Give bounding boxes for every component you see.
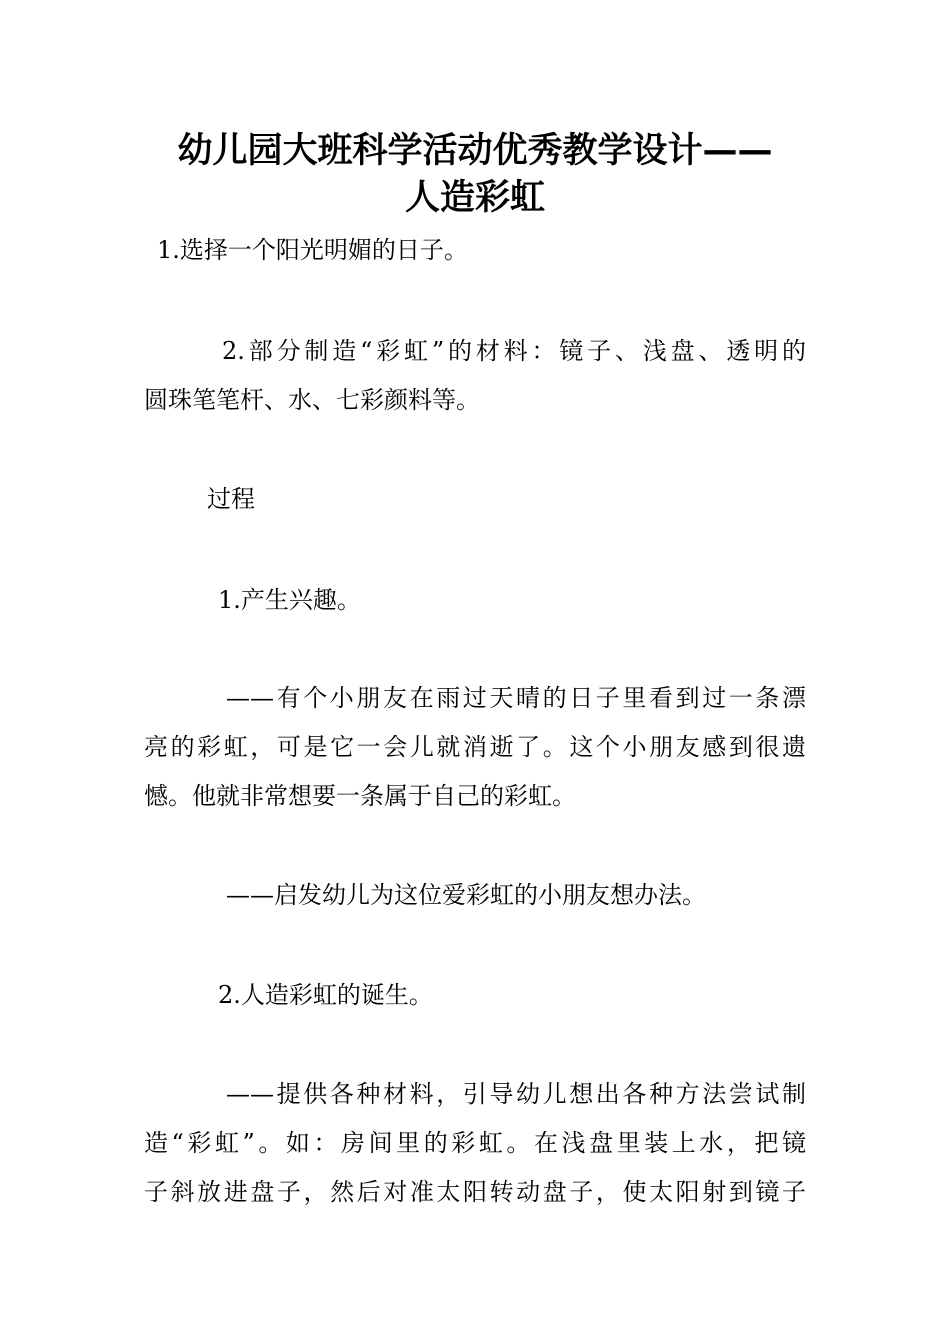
paragraph-4-line-1: 1.产生兴趣。 xyxy=(218,586,361,614)
paragraph-6-line-1: ——启发幼儿为这位爱彩虹的小朋友想办法。 xyxy=(226,881,706,909)
paragraph-1-line-1: 1.选择一个阳光明媚的日子。 xyxy=(157,236,468,264)
section-heading-process: 过程 xyxy=(207,485,255,513)
paragraph-5-line-1: ——有个小朋友在雨过天晴的日子里看到过一条漂 xyxy=(226,684,806,712)
paragraph-5-line-2: 亮的彩虹，可是它一会儿就消逝了。这个小朋友感到很遗 xyxy=(144,733,806,761)
paragraph-7-line-1: 2.人造彩虹的诞生。 xyxy=(218,981,433,1009)
paragraph-8-line-2: 造“彩虹”。如：房间里的彩虹。在浅盘里装上水，把镜 xyxy=(144,1129,806,1157)
document-title-line-1: 幼儿园大班科学活动优秀教学设计—— xyxy=(177,131,773,171)
paragraph-5-line-3: 憾。他就非常想要一条属于自己的彩虹。 xyxy=(144,782,576,810)
paragraph-8-line-1: ——提供各种材料，引导幼儿想出各种方法尝试制 xyxy=(226,1080,806,1108)
paragraph-2-line-2: 圆珠笔笔杆、水、七彩颜料等。 xyxy=(144,386,480,414)
document-title-line-2: 人造彩虹 xyxy=(404,178,545,218)
paragraph-2-line-1: 2.部分制造“彩虹”的材料：镜子、浅盘、透明的 xyxy=(222,337,806,365)
paragraph-8-line-3: 子斜放进盘子，然后对准太阳转动盘子，使太阳射到镜子 xyxy=(144,1178,806,1206)
